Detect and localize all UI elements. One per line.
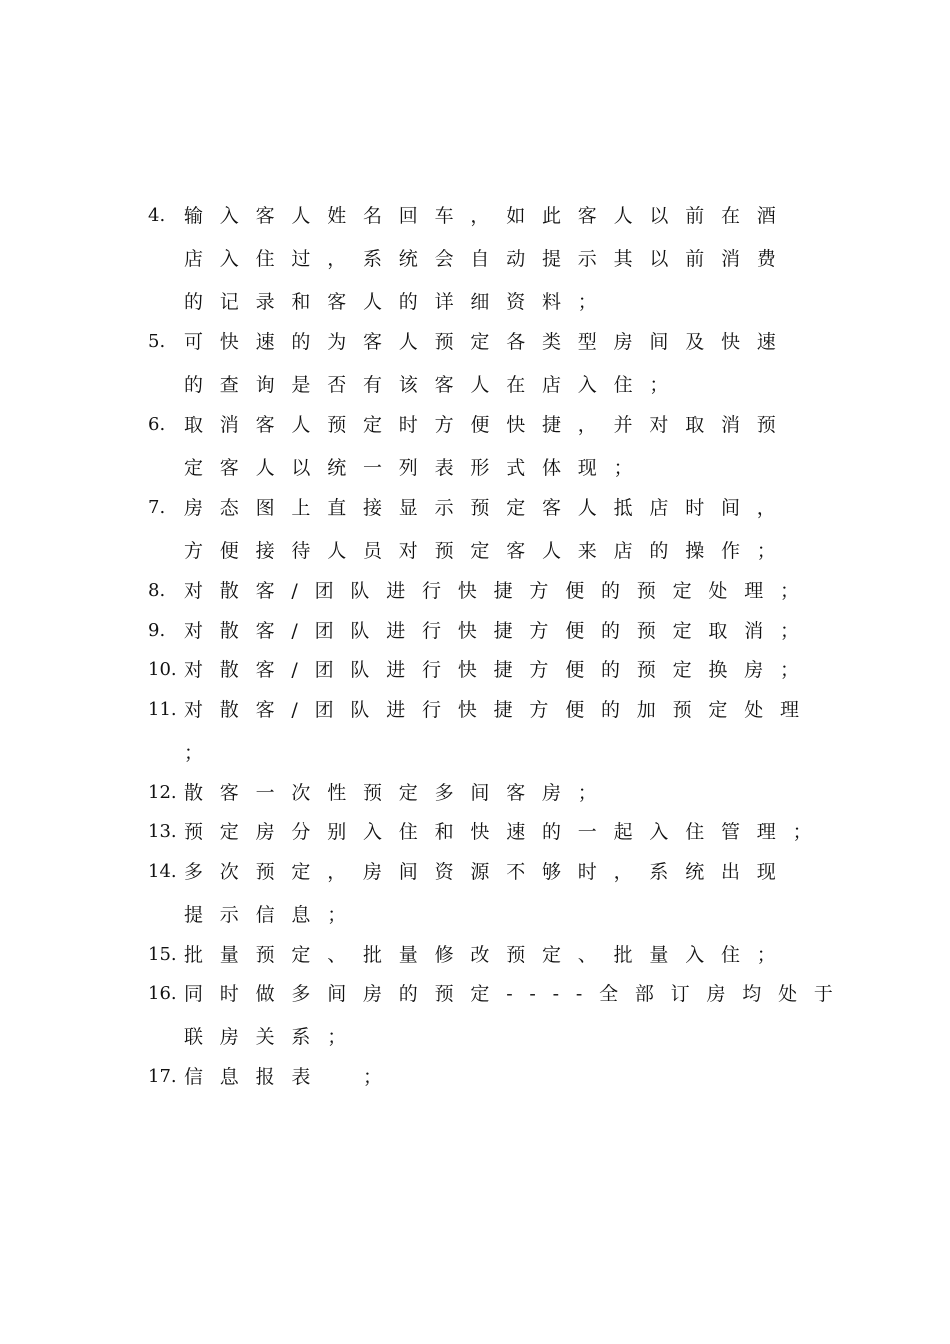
list-item-number: 4. xyxy=(148,205,166,226)
list-item-number: 14. xyxy=(148,861,177,882)
list-item-number: 15. xyxy=(148,944,177,965)
list-item-text: 对散客/团队进行快捷方便的预定处理； xyxy=(184,580,816,602)
list-item-text: 同时做多间房的预定----全部订房均处于 xyxy=(184,983,850,1005)
list-item-text: 方便接待人员对预定客人来店的操作； xyxy=(184,540,793,562)
list-item-text: 对散客/团队进行快捷方便的预定取消； xyxy=(184,620,816,642)
list-item xyxy=(148,617,930,645)
list-item xyxy=(148,577,930,605)
list-item xyxy=(148,818,930,846)
list-item-number: 17. xyxy=(148,1066,177,1087)
list-item-text: 信息报表 ； xyxy=(184,1066,399,1088)
list-item-text: 对散客/团队进行快捷方便的预定换房； xyxy=(184,659,816,681)
list-item xyxy=(148,1063,930,1091)
list-item-number: 6. xyxy=(148,414,166,435)
list-item-continuation xyxy=(148,245,930,273)
list-item-text: 店入住过，系统会自动提示其以前消费 xyxy=(184,248,793,270)
list-item-text: 的记录和客人的详细资料； xyxy=(184,291,614,313)
list-item-text: 定客人以统一列表形式体现； xyxy=(184,457,650,479)
list-item-text: 可快速的为客人预定各类型房间及快速 xyxy=(184,331,793,353)
list-item-number: 9. xyxy=(148,620,166,641)
list-item-text: 对散客/团队进行快捷方便的加预定处理 xyxy=(184,699,816,721)
list-item xyxy=(148,494,930,522)
list-item-text: 房态图上直接显示预定客人抵店时间， xyxy=(184,497,793,519)
list-item-number: 8. xyxy=(148,580,166,601)
list-item xyxy=(148,696,930,724)
list-item xyxy=(148,411,930,439)
list-item-number: 7. xyxy=(148,497,166,518)
list-item xyxy=(148,656,930,684)
list-item-number: 12. xyxy=(148,782,177,803)
list-item-continuation xyxy=(148,1023,930,1051)
list-item-number: 11. xyxy=(148,699,177,720)
list-item-text: 多次预定，房间资源不够时，系统出现 xyxy=(184,861,793,883)
list-item-text: 提示信息； xyxy=(184,904,364,926)
list-item-continuation xyxy=(148,537,930,565)
list-item-text: 批量预定、批量修改预定、批量入住； xyxy=(184,944,793,966)
list-item-continuation xyxy=(148,739,930,767)
list-item-text: 输入客人姓名回车，如此客人以前在酒 xyxy=(184,205,793,227)
list-item-number: 10. xyxy=(148,659,177,680)
list-item-text: 散客一次性预定多间客房； xyxy=(184,782,614,804)
list-item-text: ； xyxy=(184,742,220,764)
list-item xyxy=(148,202,930,230)
list-item-continuation xyxy=(148,288,930,316)
list-item-text: 联房关系； xyxy=(184,1026,364,1048)
list-item-number: 13. xyxy=(148,821,177,842)
list-item-number: 16. xyxy=(148,983,177,1004)
list-item xyxy=(148,779,930,807)
list-item-continuation xyxy=(148,901,930,929)
list-item xyxy=(148,328,930,356)
list-item-text: 取消客人预定时方便快捷，并对取消预 xyxy=(184,414,793,436)
list-item xyxy=(148,858,930,886)
list-item-text: 预定房分别入住和快速的一起入住管理； xyxy=(184,821,829,843)
list-item-continuation xyxy=(148,454,930,482)
list-item-number: 5. xyxy=(148,331,166,352)
list-item xyxy=(148,941,930,969)
list-item xyxy=(148,980,930,1008)
list-item-continuation xyxy=(148,371,930,399)
list-item-text: 的查询是否有该客人在店入住； xyxy=(184,374,686,396)
